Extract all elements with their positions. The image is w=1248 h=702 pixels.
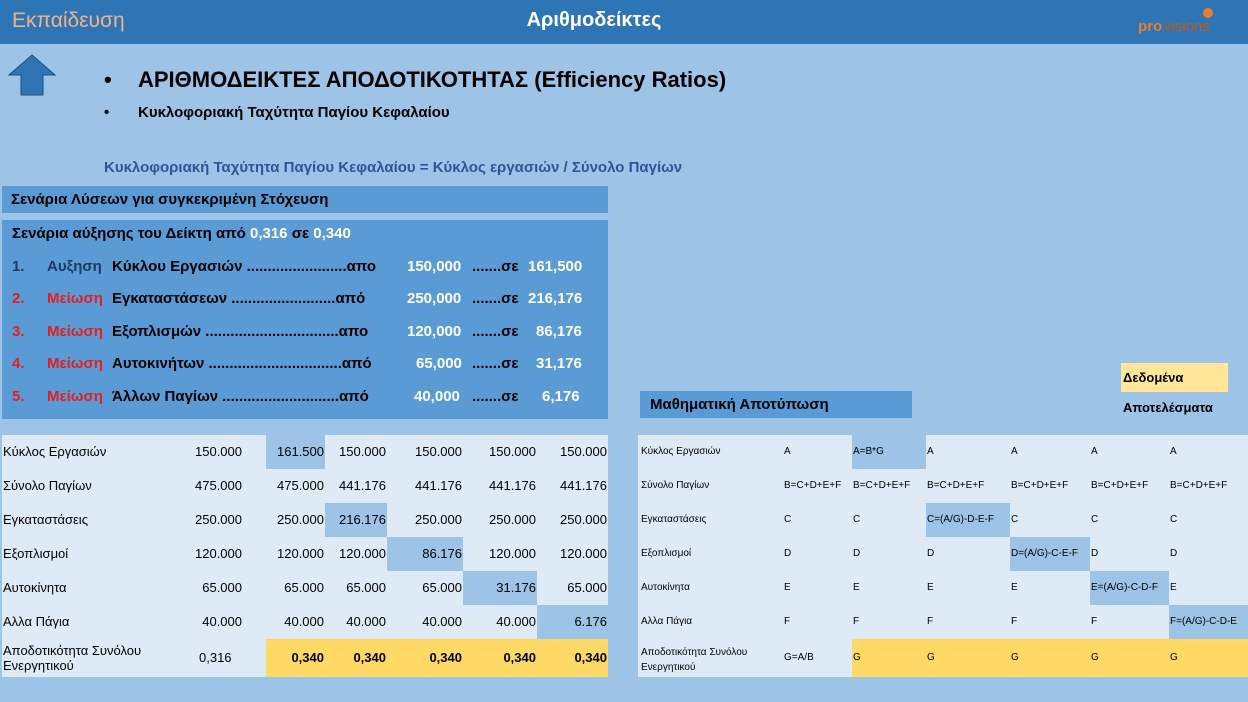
scenario-to: 31,176: [536, 355, 582, 372]
formula-cell: F: [927, 616, 934, 627]
scenario-number: 3.: [12, 323, 25, 340]
formula-cell: A: [927, 446, 934, 457]
scenario-from: 65,000: [416, 355, 462, 372]
scenario-from: 250,000: [407, 290, 462, 307]
formula-cell: C: [853, 514, 861, 525]
value-cell: 216.176: [325, 503, 387, 537]
row-label: Σύνολο Παγίων: [3, 478, 92, 493]
scenario-item: Κύκλου Εργασιών ........................απο: [112, 258, 377, 275]
scenarios-from: 0,316: [249, 225, 288, 242]
value-cell: 40.000: [284, 614, 324, 629]
value-cell: 250.000: [415, 512, 462, 527]
value-cell: 475.000: [277, 478, 324, 493]
formula-cell: D: [784, 548, 792, 559]
up-arrow-icon[interactable]: [7, 53, 57, 97]
app-name: Εκπαίδευση: [12, 9, 125, 32]
formula-cell: G: [926, 639, 1010, 677]
scenario-from: 150,000: [407, 258, 462, 275]
scenarios-box: [2, 220, 608, 419]
scenario-action: Μείωση: [47, 290, 103, 307]
value-cell: 150.000: [415, 444, 462, 459]
formula-cell: A: [1011, 446, 1018, 457]
value-cell: 120.000: [277, 546, 324, 561]
row-label: Εγκαταστάσεις: [3, 512, 88, 527]
math-row-label: Αυτοκίνητα: [641, 582, 690, 593]
main-heading-text: ΑΡΙΘΜΟΔΕΙΚΤΕΣ ΑΠΟΔΟΤΙΚΟΤΗΤΑΣ (Efficiency Ratios): [138, 67, 727, 92]
scenario-action: Μείωση: [47, 355, 103, 372]
scenario-item: Εγκαταστάσεων .........................από: [112, 290, 366, 307]
value-cell: 250.000: [277, 512, 324, 527]
math-header: [640, 391, 912, 418]
scenario-from: 120,000: [407, 323, 462, 340]
value-cell: 120.000: [339, 546, 386, 561]
formula-cell: C: [1170, 514, 1178, 525]
formula-cell: E: [1011, 582, 1018, 593]
logo-text-visions: visions: [1164, 18, 1210, 35]
value-cell: 120.000: [195, 546, 242, 561]
scenario-action: Μείωση: [47, 388, 103, 405]
formula-cell: E: [853, 582, 860, 593]
scenario-line-1: [12, 258, 602, 278]
value-cell: 250.000: [195, 512, 242, 527]
legend-data-text: Δεδομένα: [1123, 370, 1184, 385]
value-cell: 120.000: [489, 546, 536, 561]
value-cell: 161.500: [266, 435, 325, 469]
formula-cell: C: [1011, 514, 1019, 525]
value-cell: 6.176: [537, 605, 608, 639]
value-cell: 40.000: [496, 614, 536, 629]
row-label-line: Ενεργητικού: [3, 658, 74, 673]
scenarios-title: [12, 225, 351, 242]
numeric-table: [2, 435, 608, 677]
value-cell: 65.000: [202, 580, 242, 595]
scenario-item: Εξοπλισμών ................................απο: [112, 323, 369, 340]
logo-dot-icon: [1203, 8, 1213, 18]
formula-cell: B=C+D+E+F: [927, 480, 985, 491]
formula-cell: C=(A/G)-D-E-F: [926, 503, 1010, 537]
bullet: •: [104, 104, 110, 121]
formula-cell: G: [1169, 639, 1248, 677]
value-cell: 0,340: [463, 639, 537, 677]
formula-cell: G: [1010, 639, 1090, 677]
scenario-line-3: [12, 323, 602, 343]
value-cell: 65.000: [284, 580, 324, 595]
value-cell: 40.000: [346, 614, 386, 629]
value-cell: 250.000: [489, 512, 536, 527]
formula-cell: F=(A/G)-C-D-E: [1169, 605, 1248, 639]
formula-cell: G: [1090, 639, 1169, 677]
formula-cell: F: [1091, 616, 1098, 627]
value-cell: 150.000: [560, 444, 607, 459]
math-row-label: Αλλα Πάγια: [641, 616, 693, 627]
formula-cell: A: [1170, 446, 1177, 457]
math-row-label: Κύκλος Εργασιών: [641, 446, 721, 457]
row-label: Κύκλος Εργασιών: [3, 444, 107, 459]
value-cell: 475.000: [195, 478, 242, 493]
value-cell: 441.176: [489, 478, 536, 493]
value-cell: 40.000: [202, 614, 242, 629]
page-title: Αριθμοδείκτες: [526, 9, 662, 31]
scenario-item: Άλλων Παγίων ............................από: [112, 388, 369, 405]
value-cell: 40.000: [422, 614, 462, 629]
main-heading: [104, 67, 726, 93]
scenario-number: 5.: [12, 388, 25, 405]
math-row-label: Σύνολο Παγίων: [641, 480, 710, 491]
scenarios-header-text: Σενάρια Λύσεων για συγκεκριμένη Στόχευση: [11, 191, 329, 208]
value-cell: 0,340: [325, 639, 387, 677]
value-cell: 150.000: [489, 444, 536, 459]
formula-cell: C: [784, 514, 792, 525]
ratio-formula: Κυκλοφοριακή Ταχύτητα Παγίου Κεφαλαίου = Κύκλος εργασιών / Σύνολο Παγίων: [104, 159, 683, 176]
math-table: [638, 435, 1248, 677]
formula-cell: A=B*G: [852, 435, 926, 469]
math-row-label: [641, 639, 747, 677]
row-label: [3, 639, 141, 677]
formula-cell: C: [1091, 514, 1099, 525]
value-cell: 31.176: [463, 571, 537, 605]
scenario-action: Μείωση: [47, 323, 103, 340]
formula-cell: F: [784, 616, 791, 627]
legend-data: [1121, 363, 1228, 392]
value-cell: 86.176: [387, 537, 463, 571]
scenario-to: 216,176: [528, 290, 583, 307]
top-bar: [0, 0, 1248, 44]
scenarios-header: [2, 186, 608, 213]
sub-heading: [104, 104, 450, 121]
row-label: Εξοπλισμοί: [3, 546, 69, 561]
formula-cell: D: [927, 548, 935, 559]
formula-cell: D=(A/G)-C-E-F: [1010, 537, 1090, 571]
scenario-to-word: .......σε: [472, 355, 519, 372]
scenario-from: 40,000: [414, 388, 460, 405]
formula-cell: D: [853, 548, 861, 559]
formula-cell: B=C+D+E+F: [853, 480, 911, 491]
formula-cell: D: [1091, 548, 1099, 559]
scenario-to: 6,176: [542, 388, 580, 405]
formula-cell: E: [927, 582, 934, 593]
formula-cell: E=(A/G)-C-D-F: [1090, 571, 1169, 605]
value-cell: 0,340: [537, 639, 608, 677]
scenarios-to: 0,340: [313, 225, 351, 242]
bullet: •: [104, 67, 112, 92]
formula-cell: E: [1170, 582, 1177, 593]
scenario-line-5: [12, 388, 602, 408]
formula-cell: A: [1091, 446, 1098, 457]
scenario-to: 161,500: [528, 258, 583, 275]
logo-text-pro: pro: [1138, 18, 1163, 35]
scenario-number: 1.: [12, 258, 25, 275]
math-row-label: Εξοπλισμοί: [641, 548, 692, 559]
sub-heading-text: Κυκλοφοριακή Ταχύτητα Παγίου Κεφαλαίου: [138, 104, 450, 121]
formula-cell: B=C+D+E+F: [784, 480, 842, 491]
scenarios-title-prefix: Σενάρια αύξησης του Δείκτη από: [12, 225, 246, 242]
value-cell: 65.000: [567, 580, 607, 595]
scenario-action: Αυξηση: [47, 258, 102, 275]
scenario-to-word: .......σε: [472, 323, 519, 340]
formula-cell: B=C+D+E+F: [1170, 480, 1228, 491]
legend-results: Αποτελέσματα: [1123, 400, 1213, 415]
value-cell: 0,340: [266, 639, 325, 677]
value-cell: 150.000: [195, 444, 242, 459]
value-cell: 0,340: [387, 639, 463, 677]
scenario-item: Αυτοκινήτων ................................από: [112, 355, 372, 372]
formula-cell: E: [784, 582, 791, 593]
formula-cell: B=C+D+E+F: [1091, 480, 1149, 491]
scenario-line-4: [12, 355, 602, 375]
scenario-line-2: [12, 290, 602, 310]
formula-cell: A: [784, 446, 791, 457]
provisions-logo: [1138, 6, 1238, 38]
formula-cell: B=C+D+E+F: [1011, 480, 1069, 491]
formula-cell: F: [1011, 616, 1018, 627]
value-cell: 250.000: [560, 512, 607, 527]
value-cell: 65.000: [346, 580, 386, 595]
formula-cell: D: [1170, 548, 1178, 559]
formula-cell: F: [853, 616, 860, 627]
scenario-to-word: .......σε: [472, 258, 519, 275]
value-cell: 441.176: [415, 478, 462, 493]
row-label: Αλλα Πάγια: [3, 614, 70, 629]
value-cell: 441.176: [339, 478, 386, 493]
row-label-line: Αποδοτικότητα Συνόλου: [3, 643, 142, 658]
value-cell: 441.176: [560, 478, 607, 493]
math-row-label-line: Αποδοτικότητα Συνόλου: [641, 647, 748, 658]
row-label: Αυτοκίνητα: [3, 580, 67, 595]
math-row-label: Εγκαταστάσεις: [641, 514, 707, 525]
formula-cell: G=A/B: [784, 652, 814, 663]
math-header-text: Μαθηματική Αποτύπωση: [650, 396, 829, 413]
scenario-to-word: .......σε: [472, 388, 519, 405]
scenario-number: 4.: [12, 355, 25, 372]
value-cell: 0,316: [199, 650, 232, 665]
scenario-to-word: .......σε: [472, 290, 519, 307]
math-row-label-line: Ενεργητικού: [641, 662, 696, 673]
scenario-to: 86,176: [536, 323, 582, 340]
scenario-number: 2.: [12, 290, 25, 307]
value-cell: 65.000: [422, 580, 462, 595]
formula-cell: G: [852, 639, 926, 677]
value-cell: 150.000: [339, 444, 386, 459]
scenarios-to-word: σε: [291, 225, 310, 242]
value-cell: 120.000: [560, 546, 607, 561]
